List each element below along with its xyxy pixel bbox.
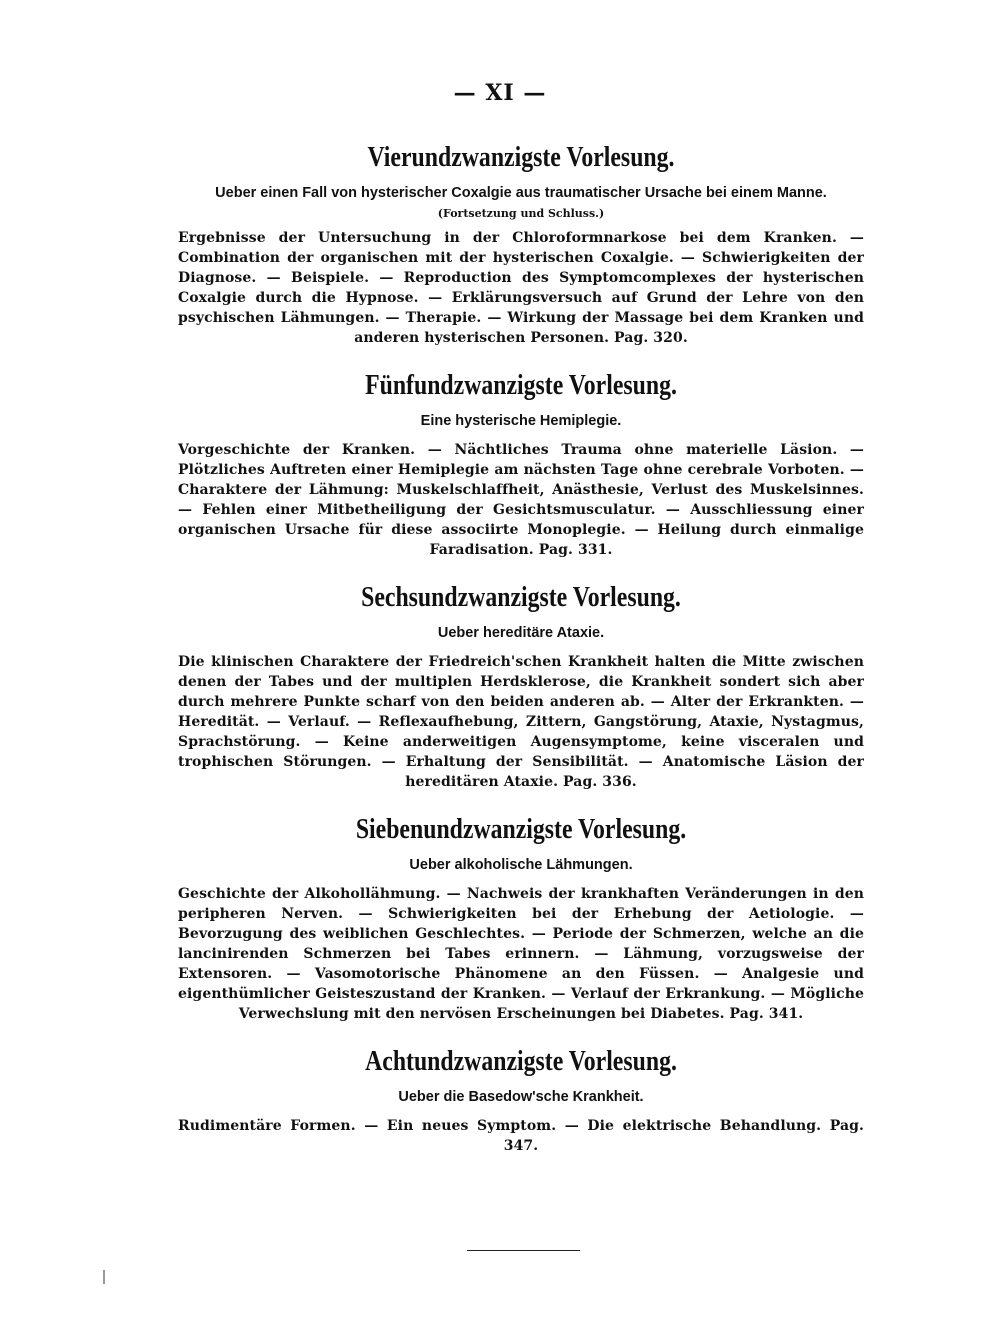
- lecture-title: Sechsundzwanzigste Vorlesung.: [361, 581, 681, 613]
- lecture-28: [178, 1044, 864, 1156]
- lecture-subject: Eine hysterische Hemiplegie.: [420, 413, 622, 429]
- lecture-title: Siebenundzwanzigste Vorlesung.: [355, 813, 687, 845]
- lecture-title: Achtundzwanzigste Vorlesung.: [365, 1045, 677, 1077]
- lecture-summary: Ergebnisse der Untersuchung in der Chloroformnarkose bei dem Kranken. — Combination der organischen mit der hysterischen Coxalgie. — Schwierigkeiten der Diagnose. — Beispiele. — Reproduction des Symptomcomplexes der hysterischen Coxalgie durch die Hypnose. — Erklärungsversuch auf Grund der Lehre von den psychischen Lähmungen. — Therapie. — Wirkung der Massage bei dem Kranken und anderen hysterischen Personen. Pag. 320.: [178, 230, 864, 346]
- lecture-25: [178, 368, 864, 560]
- lecture-summary: Vorgeschichte der Kranken. — Nächtliches Trauma ohne materielle Läsion. — Plötzliches Auftreten einer Hemiplegie am nächsten Tage ohne cerebrale Vorboten. — Charaktere der Lähmung: Muskelschlaffheit, Anästhesie, Verlust des Muskelsinnes. — Fehlen einer Mitbetheiligung der Gesichtsmusculatur. — Ausschliessung einer organischen Ursache für diese associirte Monoplegie. — Heilung durch einmalige Faradisation. Pag. 331.: [178, 442, 864, 558]
- lecture-26: [178, 580, 864, 792]
- lecture-27: [178, 812, 864, 1024]
- lecture-subject: Ueber die Basedow'sche Krankheit.: [398, 1089, 644, 1105]
- lecture-subject: Ueber hereditäre Ataxie.: [437, 625, 605, 641]
- lecture-subject: Ueber einen Fall von hysterischer Coxalgie aus traumatischer Ursache bei einem Manne.: [215, 185, 827, 201]
- lecture-subject: Ueber alkoholische Lähmungen.: [409, 857, 633, 873]
- closing-rule: [467, 1250, 580, 1251]
- lecture-title: Vierundzwanzigste Vorlesung.: [367, 141, 675, 173]
- lecture-24: [178, 140, 864, 348]
- lecture-summary: Geschichte der Alkohollähmung. — Nachweis der krankhaften Veränderungen in den peripheren Nerven. — Schwierigkeiten bei der Erhebung der Aetiologie. — Bevorzugung des weiblichen Geschlechtes. — Periode der Schmerzen, welche an die lancinirenden Schmerzen bei Tabes erinnern. — Lähmung, vorzugsweise der Extensoren. — Vasomotorische Phänomene an den Füssen. — Analgesie und eigenthümlicher Geisteszustand der Kranken. — Verlauf der Erkrankung. — Mögliche Verwechslung mit den nervösen Erscheinungen bei Diabetes. Pag. 341.: [178, 886, 864, 1022]
- margin-mark: [103, 1270, 105, 1284]
- lecture-summary: Die klinischen Charaktere der Friedreich'schen Krankheit halten die Mitte zwischen denen der Tabes und der multiplen Herdsklerose, die Krankheit sondert sich aber durch mehrere Punkte scharf von den beiden anderen ab. — Alter der Erkrankten. — Heredität. — Verlauf. — Reflexaufhebung, Zittern, Gangstörung, Ataxie, Nystagmus, Sprachstörung. — Keine anderweitigen Augensymptome, keine visceralen und trophischen Störungen. — Erhaltung der Sensibilität. — Anatomische Läsion der hereditären Ataxie. Pag. 336.: [178, 654, 864, 790]
- page-number: — XI —: [453, 80, 547, 106]
- lecture-note: (Fortsetzung und Schluss.): [437, 207, 605, 220]
- lecture-title: Fünfundzwanzigste Vorlesung.: [365, 369, 677, 401]
- table-of-contents: [178, 140, 864, 1176]
- lecture-summary: Rudimentäre Formen. — Ein neues Symptom. — Die elektrische Behandlung. Pag. 347.: [178, 1118, 864, 1154]
